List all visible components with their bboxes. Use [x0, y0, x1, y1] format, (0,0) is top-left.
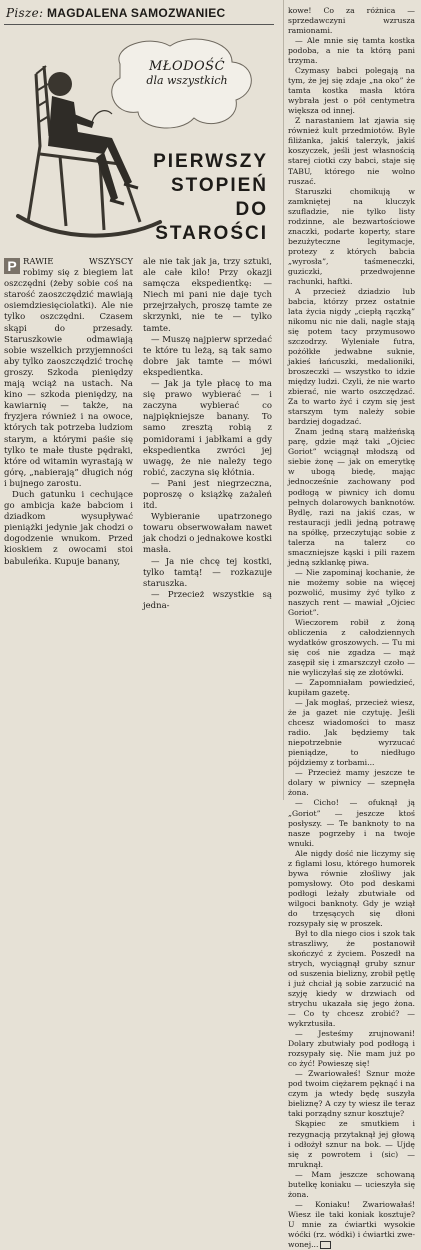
drop-cap: P [4, 258, 20, 274]
author-name: MAGDALENA SAMOZWANIEC [46, 6, 226, 20]
paragraph [4, 257, 133, 490]
subtitle-line-2: dla wszystkich [146, 74, 228, 87]
paragraph: Wieczorem robił z żoną obliczenia z całodziennych wydatków groszowych. — Tu mi się coś nie zgadza — mąż zasępił się i zmarszczył czoło — nie wyliczyłaś się ze złotówki. [288, 617, 415, 678]
paragraph: Duch gatunku i cechujące go ambicja każe babciom i dziadkom wysupływać pieniążki jedynie jak chodzi o dogodzenie wnukom. Przed kioskiem z owocami stoi babuleńka. Kupuje banany, [4, 489, 133, 567]
text-column-3 [288, 6, 415, 1250]
paragraph: Skąpiec ze smutkiem i rezygnacją przytaknął jej głową i odłożył sznur na bok. — Ujdę się z powrotem i (sic) — mruknął. [288, 1119, 415, 1169]
lead-text: RAWIE WSZYSCY robimy się z biegiem lat oszczędni (żeby sobie coś na starość zaoszczędzić mawiają osiemdziesięciolatki). Ale nie tylko oszczędni. Czasem skąpi do przesady. Staruszkowie odmawiają sobie wszelkich przyjemności aby tylko zaoszczędzić trochę groszy. Szkoda pieniędzy mają wciąż na ustach. Na kino — szkoda pieniędzy, na kawiarnię — także, na fryzjera również i na owoce, których tak potrzeba ludziom starym, a którymi paśie się tylko te małe tłuste pędraki, które od witamin wyrastają w górę, „nabierają” długich nóg i bujnego zarostu. [4, 257, 133, 489]
paragraph: — Nie zapominaj kochanie, że nie możemy sobie na więcej pozwolić, musimy żyć tylko z naszych rent — mawiał „Ojciec Goriot”. [288, 567, 415, 617]
paragraph: — Muszę najpierw sprzedać te które tu leżą, są tak samo dobre jak tamte — mówi ekspedientka. [143, 334, 273, 378]
paragraph: — Przecież mamy jeszcze te dolary w piwnicy — szepnęła żona. [288, 768, 415, 798]
paragraph: — Zwariowałeś! Sznur może pod twoim ciężarem pęknąć i na czym ja wtedy będę suszyła bieliznę? A czy ty wiesz ile teraz taki porządny sznur kosztuje? [288, 1069, 415, 1119]
paragraph: Był to dla niego cios i szok tak straszliwy, że postanowił skończyć z życiem. Poszedł na strych, wyciągnął gruby sznur od suszenia bielizny, zrobił pętlę i już chciał ją sobie zarzucić na szyję kiedy w drzwiach od strychu ukazała się jego żona. — Co ty chcesz zrobić? — wykrztusiła. [288, 928, 415, 1029]
column-divider [283, 0, 284, 800]
paragraph: — Jak mogłaś, przecież wiesz, że ja gazet nie czytuję. Jeśli chcesz wiadomości to masz radio. Jak będziemy tak niepotrzebnie wyrzucać pieniądze, to niedługo pójdziemy z torbami... [288, 698, 415, 768]
paragraph: Ale nigdy dość nie liczymy się z figlami losu, którego humorek bywa równie złośliwy jak pomysłowy. Oto pod deskami podłogi leżały zbutwiałe od wilgoci banknoty. Gdy je wziął do trzęsących się dłoni rozsypały się w proszek. [288, 848, 415, 928]
subtitle-line-1: MŁODOŚĆ [148, 59, 226, 74]
paragraph: Wybieranie upatrzonego towaru obserwowałam nawet jak chodzi o jednakowe kostki masła. [143, 512, 272, 556]
article-title [150, 150, 268, 246]
paragraph: — Przecież wszystkie są jedna- [143, 589, 272, 611]
paragraph: — Koniaku! Zwariowałaś! Wiesz ile taki koniak kosztuje? U mnie za ćwiartki wysokie wóćki (rz. wódki) i ćwiartki zwe-wonej... [288, 1199, 415, 1249]
paragraph: — Cicho! — ofuknął ją „Goriot” — jeszcze ktoś posłyszy. — Te banknoty to na nasze pogrzeby i na twoje wnuki. [288, 798, 415, 848]
subtitle [132, 60, 242, 88]
author-byline [6, 6, 226, 20]
author-prefix: Pisze: [6, 6, 44, 20]
title-line-2: STOPIEŃ [170, 175, 268, 196]
text-column-1 [4, 257, 133, 568]
text-column-2 [143, 257, 272, 612]
paragraph: Czymasy babci polegają na tym, że jej się zdaje „na oko” że tamta kostka masła która wybrała jest o pół centymetra większa od innej. [288, 66, 415, 116]
paragraph: — Ale mnie się tamta kostka podoba, a nie ta którą pani trzyma. [288, 36, 415, 66]
paragraph: Staruszki chomikują w zamkniętej na kluczyk szufladzie, nie tylko listy rodzinne, ale bezwartościowe znaczki, podarte koperty, stare bezużyteczne legitymacje, protezy z których babcia „wyrosła”, taśmeneczki, guziczki, przedwojenne rachunki, haftki. [288, 186, 415, 286]
header-rule [4, 24, 274, 25]
paragraph: Znam jedną starą małżeńską parę, gdzie mąż taki „Ojciec Goriot” wciągnął młodszą od siebie żonę — jak on emerytkę w ubogą biedę, mając jednocześnie zachowany pod podłogą w piwnicy ich domu pełnych dolarowych banknotów. Bydlę, razi na jakiś czas, w restauracji jedli jedną potrawę na spółkę, przeczytując sobie z talerza na talerz co smaczniejsze kąski i pili razem jedną szklankę piwa. [288, 427, 415, 567]
paragraph: — Zapomniałam powiedzieć, kupiłam gazetę. [288, 678, 415, 698]
paragraph: — Mam jeszcze schowaną butelkę koniaku — ucieszyła się żona. [288, 1169, 415, 1199]
paragraph: kowe! Co za różnica — sprzedawczyni wzrusza ramionami. [288, 6, 415, 36]
paragraph: — Pani jest niegrzeczna, poproszę o książkę zażaleń itd. [143, 478, 272, 512]
paragraph: — Jesteśmy zrujnowani! Dolary zbutwiały pod podłogą i rozsypały się. Nie mam już po co żyć! Powieszę się! [288, 1029, 415, 1069]
continued-marker-icon [320, 1241, 331, 1249]
paragraph: — Jak ja tyle płacę to ma się prawo wybierać — i zaczyna wybierać co najpiękniejsze banany. To samo zresztą robią z pomidorami i jabłkami a gdy ekspedientka zwróci jej uwagę, że nie należy tego robić, zaczyna się kłótnia. [143, 379, 272, 478]
paragraph: ale nie tak jak ja, trzy sztuki, ale całe kilo! Przy okazji samęcza ekspedientkę: — Niech mi pani nie daje tych przejrzałych, proszę tamte ze skrzynki, nie te — tylko tamte. [143, 257, 272, 334]
title-line-3: DO STAROŚCI [155, 199, 268, 244]
paragraph: A przecież dziadzio lub babcia, którzy przez ostatnie lata życia nigdy „ciepłą rączką” nikomu nic nie dali, nagle stają się potem tacy przymusowo szczodrzy. Wyleniałe futra, pożółkłe jedwabne suknie, jakieś łańcuszki, medalioniki, broszeczki — wszystko to idzie między ludzi. Czyli, że nie warto zbierać, nie warto oszczędzać. Za to warto żyć i czym się jest starszym tym należy sobie bardziej dogadzać. [288, 286, 415, 427]
paragraph: — Ja nie chcę tej kostki, tylko tamtą! — rozkazuje staruszka. [143, 556, 272, 589]
paragraph: Z narastaniem lat zjawia się również kult przedmiotów. Byle filiżanka, jakiś talerzyk, jakiś koszyczek, jeśli jest własnością starej ciotki czy babci, staje się TABU, którego nie wolno ruszać. [288, 116, 415, 186]
title-line-1: PIERWSZY [153, 151, 268, 172]
